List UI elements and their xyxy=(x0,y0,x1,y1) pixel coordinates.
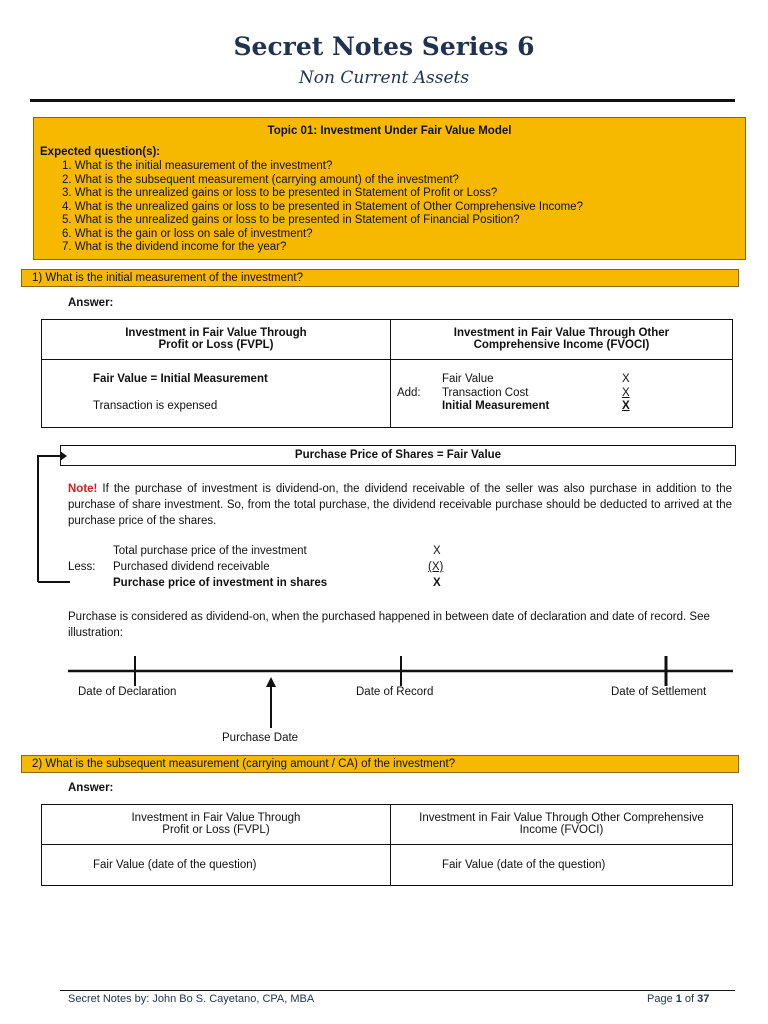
purchase-date-label: Purchase Date xyxy=(222,732,299,744)
total-purchase-label: Total purchase price of the investment xyxy=(113,545,307,557)
expected-questions-label: Expected question(s): xyxy=(40,146,161,158)
page-of: of xyxy=(681,993,698,1005)
dividend-receivable-amount: (X) xyxy=(428,561,444,573)
fvoci-initial-measurement-label: Initial Measurement xyxy=(441,400,550,412)
answer-label: Answer: xyxy=(68,297,114,309)
fvoci-header-cell xyxy=(390,320,732,360)
footer-divider xyxy=(60,990,735,991)
fvoci-body-cell xyxy=(390,845,732,886)
note-label: Note! xyxy=(68,483,98,495)
topic-box xyxy=(33,117,746,260)
bracket-arrow-connector xyxy=(30,448,70,588)
footer-author: Secret Notes by: John Bo S. Cayetano, CPA, MBA xyxy=(68,993,315,1005)
answer-label: Answer: xyxy=(68,782,114,794)
fvpl-body-cell xyxy=(42,360,391,428)
less-label: Less: xyxy=(68,561,96,573)
fvoci-transaction-cost-amount: X xyxy=(621,387,630,399)
fvoci-header-line-2: Comprehensive Income (FVOCI) xyxy=(473,339,650,351)
fvoci-fair-value-amount: X xyxy=(621,373,630,385)
fvoci-header-cell xyxy=(390,805,732,845)
fvpl-header-cell xyxy=(42,320,391,360)
fvoci-header-line-1: Investment in Fair Value Through Other xyxy=(453,327,670,339)
fvpl-body-cell xyxy=(42,845,391,886)
date-of-declaration-label: Date of Declaration xyxy=(78,686,177,698)
expected-question-item: 3. What is the unrealized gains or loss to be presented in Statement of Profit or Loss? xyxy=(62,187,498,199)
fvoci-header-line-1: Investment in Fair Value Through Other Comprehensive xyxy=(419,812,704,824)
question-2-bar: 2) What is the subsequent measurement (carrying amount / CA) of the investment? xyxy=(21,755,739,773)
initial-measurement-table xyxy=(41,319,733,428)
dividend-receivable-label: Purchased dividend receivable xyxy=(113,561,270,573)
fvpl-header-cell xyxy=(42,805,391,845)
fvoci-transaction-cost-label: Transaction Cost xyxy=(441,387,529,399)
fvpl-header-line-1: Investment in Fair Value Through xyxy=(125,327,307,339)
expected-question-item: 2. What is the subsequent measurement (carrying amount) of the investment? xyxy=(62,174,459,186)
fvoci-header-line-2: Income (FVOCI) xyxy=(519,824,604,836)
expected-question-item: 1. What is the initial measurement of the investment? xyxy=(62,160,333,172)
page-subtitle: Non Current Assets xyxy=(298,68,470,88)
fvpl-fair-value-date: Fair Value (date of the question) xyxy=(93,859,257,871)
dividend-on-note xyxy=(68,481,732,529)
fvpl-transaction-expensed: Transaction is expensed xyxy=(93,400,218,412)
expected-question-item: 7. What is the dividend income for the year? xyxy=(62,241,287,253)
page-title: Secret Notes Series 6 xyxy=(233,32,535,61)
fvpl-header-line-2: Profit or Loss (FVPL) xyxy=(158,339,274,351)
purchase-price-box: Purchase Price of Shares = Fair Value xyxy=(60,445,736,466)
expected-question-item: 5. What is the unrealized gains or loss to be presented in Statement of Financial Position? xyxy=(62,214,520,226)
subsequent-measurement-table xyxy=(41,804,733,886)
fvpl-initial-measurement: Fair Value = Initial Measurement xyxy=(93,373,268,385)
date-of-settlement-label: Date of Settlement xyxy=(611,686,707,698)
note-text: If the purchase of investment is dividend-on, the dividend receivable of the seller was also purchase in addition to the purchase of share investment. So, from the total purchase, the dividend receivable purchase should be deducted to arrived at the purchase price of the shares. xyxy=(68,483,732,527)
fvpl-header-line-1: Investment in Fair Value Through xyxy=(131,812,301,824)
total-purchase-amount: X xyxy=(433,545,441,557)
purchase-price-shares-amount: X xyxy=(433,577,441,589)
question-1-bar: 1) What is the initial measurement of the investment? xyxy=(21,269,739,287)
page-current: 1 xyxy=(675,993,682,1005)
page-total: 37 xyxy=(697,993,710,1005)
fvoci-initial-measurement-amount: X xyxy=(621,400,630,412)
fvoci-body-cell xyxy=(390,360,732,428)
fvoci-fair-value-label: Fair Value xyxy=(441,373,494,385)
expected-question-item: 4. What is the unrealized gains or loss to be presented in Statement of Other Comprehensive Income? xyxy=(62,201,583,213)
dividend-on-explanation: Purchase is considered as dividend-on, when the purchased happened in between date of declaration and date of record. See illustration: xyxy=(68,611,710,639)
fvoci-add-label: Add: xyxy=(396,387,421,399)
page-prefix: Page xyxy=(647,993,676,1005)
fvpl-header-line-2: Profit or Loss (FVPL) xyxy=(162,824,270,836)
topic-title: Topic 01: Investment Under Fair Value Model xyxy=(267,125,512,137)
page-number xyxy=(647,993,709,1005)
date-of-record-label: Date of Record xyxy=(356,686,434,698)
purchase-price-shares-label: Purchase price of investment in shares xyxy=(113,577,328,589)
header-divider xyxy=(30,99,735,102)
expected-question-item: 6. What is the gain or loss on sale of investment? xyxy=(62,228,313,240)
fvoci-fair-value-date: Fair Value (date of the question) xyxy=(441,859,606,871)
